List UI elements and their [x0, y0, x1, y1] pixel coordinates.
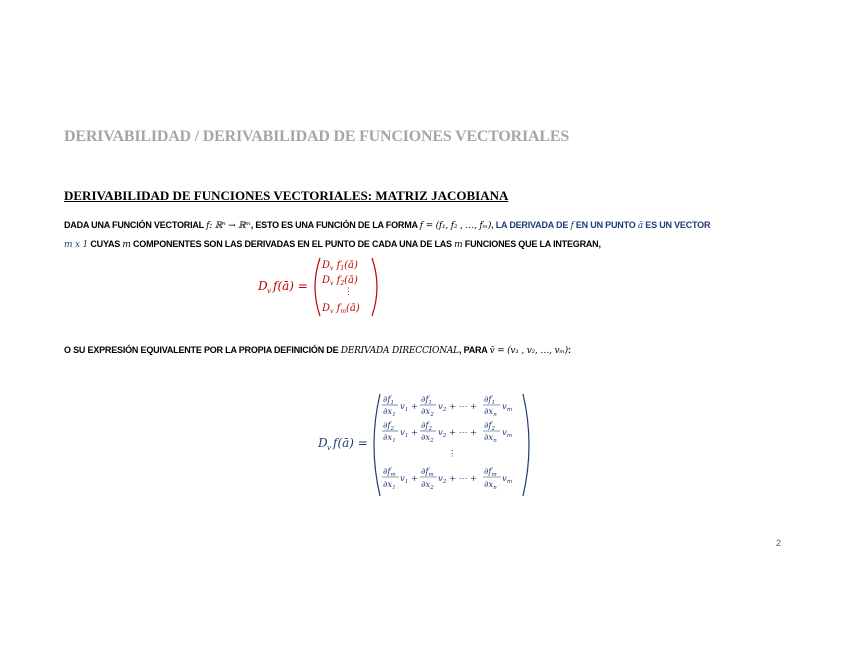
paragraph-directional — [64, 345, 571, 356]
text: , LA DERIVADA DE — [491, 220, 571, 230]
equation-jacobian-vector — [258, 256, 388, 323]
svg-text:∂f1: $\partial f_1$ — [383, 395, 395, 406]
math-f: f — [570, 221, 574, 231]
svg-text:∂fm: $\partial f_m$ — [421, 467, 434, 478]
math-m: m — [454, 240, 463, 250]
svg-text:v1 +: $v_1$ + — [400, 474, 419, 485]
text: COMPONENTES SON LAS DERIVADAS EN EL PUNTO DE CADA UNA DE LAS — [130, 239, 455, 249]
svg-text:∂f2: $\partial f_2$ — [484, 421, 496, 432]
text: EN UN PUNTO — [573, 220, 638, 230]
svg-text:v2 + ⋯ +: $v_2$ + ⋯ + — [438, 428, 478, 439]
svg-text:Dv fm(ā): $D_v$ $f_m(ā)$ — [322, 303, 360, 315]
svg-text:vm: $v_m$ — [502, 428, 513, 439]
math-italic-term: DERIVADA DIRECCIONAL — [340, 346, 459, 356]
svg-text:v: v — [327, 444, 331, 452]
svg-text:v1 +: $v_1$ + — [400, 402, 419, 413]
svg-text:∂xn: $\partial x_n$ — [484, 407, 497, 418]
svg-text:v2 + ⋯ +: $v_2$ + ⋯ + — [438, 402, 478, 413]
text: , PARA — [458, 345, 490, 355]
text: DADA UNA FUNCIÓN VECTORIAL — [64, 220, 207, 230]
svg-text:∂x1: $\partial x_1$ — [383, 433, 396, 444]
svg-text:Dv f2(ā): $D_v$ $f_2(ā)$ — [322, 275, 358, 287]
svg-text:vm: $v_m$ — [502, 402, 513, 413]
section-title: DERIVABILIDAD DE FUNCIONES VECTORIALES: MATRIZ JACOBIANA — [64, 188, 509, 203]
svg-text:⋮: ⋮ — [448, 449, 457, 459]
svg-text:∂x2: $\partial x_2$ — [421, 480, 434, 491]
svg-text:∂x2: $\partial x_2$ — [421, 433, 434, 444]
text: ES UN VECTOR — [643, 220, 711, 230]
text: FUNCIONES QUE LA INTEGRAN, — [462, 239, 601, 249]
math-dimension: m x 1 — [64, 240, 89, 250]
svg-text:v1 +: $v_1$ + — [400, 428, 419, 439]
svg-text:v: v — [267, 287, 271, 295]
svg-text:∂x1: $\partial x_1$ — [383, 407, 396, 418]
svg-text:∂fm: $\partial f_m$ — [383, 467, 396, 478]
svg-text:⋮: ⋮ — [344, 287, 353, 297]
text: CUYAS — [88, 239, 123, 249]
svg-text:∂f2: $\partial f_2$ — [383, 421, 395, 432]
svg-text:∂f1: $\partial f_1$ — [421, 395, 433, 406]
text: , ESTO ES UNA FUNCIÓN DE LA FORMA — [250, 220, 420, 230]
svg-text:∂fm: $\partial f_m$ — [484, 467, 497, 478]
svg-text:vm: $v_m$ — [502, 474, 513, 485]
page-title: DERIVABILIDAD / DERIVABILIDAD DE FUNCIONES VECTORIALES — [64, 128, 570, 145]
paragraph-definition — [64, 216, 784, 254]
svg-text:v2 + ⋯ +: $v_2$ + ⋯ + — [438, 474, 478, 485]
equation-partial-expansion — [318, 390, 533, 505]
svg-text:Dv f1(ā): $D_v$ $f_1(ā)$ — [322, 260, 358, 272]
svg-text:∂xn: $\partial x_n$ — [484, 433, 497, 444]
svg-text:∂f2: $\partial f_2$ — [421, 421, 433, 432]
math-mapping: : ℝⁿ → ℝᵐ — [209, 221, 251, 231]
svg-text:∂x1: $\partial x_1$ — [383, 480, 396, 491]
svg-text:f(ā) =: f(ā) = — [333, 436, 368, 450]
svg-text:D: D — [318, 436, 328, 450]
math-f: f — [206, 221, 210, 231]
math-m: m — [122, 240, 131, 250]
page-number: 2 — [776, 538, 782, 548]
math-vector-v: v̄ = (v₁ , v₂, …, vₘ) — [489, 346, 568, 356]
text: : — [567, 345, 571, 355]
svg-text:D: D — [258, 279, 268, 293]
math-point: ā — [637, 221, 643, 231]
svg-text:∂x2: $\partial x_2$ — [421, 407, 434, 418]
math-form: f = (f₁, f₂ , …, fₘ) — [419, 221, 492, 231]
svg-text:f(ā) =: f(ā) = — [273, 279, 308, 293]
svg-text:∂xn: $\partial x_n$ — [484, 480, 497, 491]
text: O SU EXPRESIÓN EQUIVALENTE POR LA PROPIA DEFINICIÓN DE — [64, 345, 341, 355]
svg-text:∂f1: $\partial f_1$ — [484, 395, 496, 406]
